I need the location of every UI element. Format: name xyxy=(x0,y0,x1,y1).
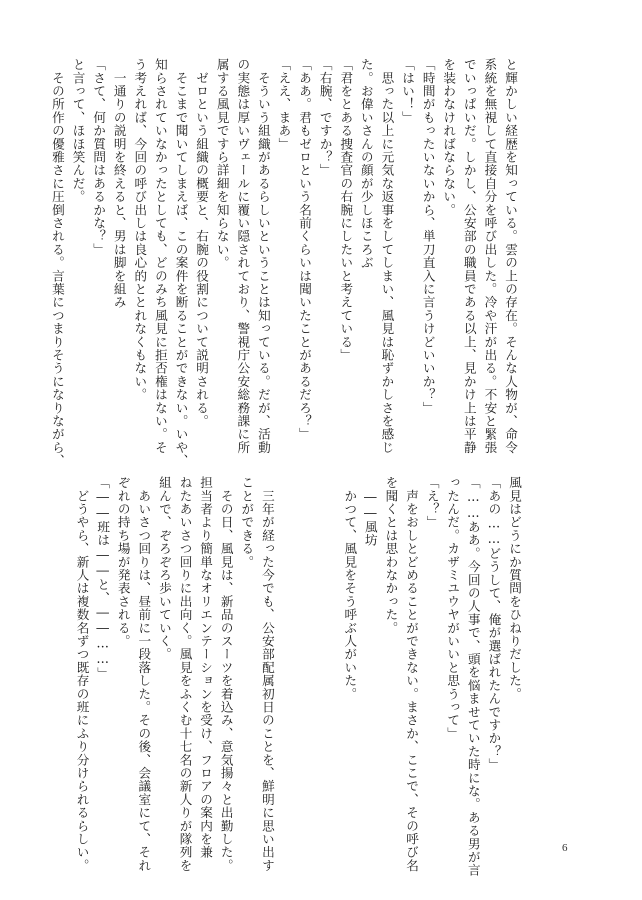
text-column: 声をおしとどめることができない。まさか、ここで、その呼び名 xyxy=(404,476,420,872)
text-column: と輝かしい経歴を知っている。雲の上の存在。そんな人物が、命令 xyxy=(503,58,518,454)
text-column: 「――班は――と、――……」 xyxy=(95,476,111,680)
text-column: を装わなければならない。 xyxy=(441,58,457,217)
page-number: 6 xyxy=(562,842,568,854)
text-column: ったんだ。カザミユウヤがいいと思うって」 xyxy=(445,476,461,740)
text-column: 「ああ。君もゼロという名前くらいは聞いたことがあるだろ？」 xyxy=(297,58,313,441)
text-column: 「右腕、ですか？」 xyxy=(317,58,333,177)
text-column: 「え？」 xyxy=(424,476,440,529)
text-column: 思った以上に元気な返事をしてしまい、風見は恥ずかしさを感じ xyxy=(379,58,395,454)
text-column: 「君をとある捜査官の右腕にしたいと考えている」 xyxy=(338,58,354,362)
text-column: 「……ああ。今回の人事で、頭を悩ませていた時にな。ある男が言 xyxy=(465,476,481,877)
text-column: 担当者より簡単なオリエンテーションを受け、フロアの案内を兼 xyxy=(198,476,214,859)
text-column: 「はい！」 xyxy=(400,58,416,124)
lower-text-block xyxy=(74,476,524,877)
upper-text-block xyxy=(49,58,520,468)
text-column: 知らされていなかったとしても、どのみち風見に拒否権はない。そ xyxy=(152,58,168,454)
text-column: 風見はどうにか質問をひねりだした。 xyxy=(507,476,522,701)
text-column: どうやら、新人は複数名ずつ既存の班にふり分けられるらしい。 xyxy=(74,476,90,872)
text-column: 「さて、何か質問はあるかな？」 xyxy=(91,58,107,256)
text-column: 一通りの説明を終えると、男は脚を組み xyxy=(111,58,127,309)
text-column: を聞くとは思わなかった。 xyxy=(383,476,399,635)
text-column: 「時間がもったいないから、単刀直入に言うけどいいか？」 xyxy=(420,58,436,415)
text-column: ねたあいさつ回りに出向く。風見をふくむ十七名の新人りが隊列を xyxy=(177,476,193,872)
text-column: 系統を無視して直接自分を呼び出した。冷や汗が出る。不安と緊張 xyxy=(482,58,498,454)
text-column: その所作の優雅さに圧倒される。言葉につまりそうになりながら、 xyxy=(49,58,65,468)
text-column: ぞれの持ち場が発表される。 xyxy=(115,476,131,648)
text-column xyxy=(277,476,298,826)
text-column: あいさつ回りは、昼前に一段落した。その後、会議室にて、それ xyxy=(136,476,152,872)
text-column: の実態は厚いヴェールに覆い隠されており、警視庁公安総務課に所 xyxy=(235,58,251,454)
text-column: う考えれば、今回の呼び出しは良心的ととれなくもない。 xyxy=(132,58,148,402)
text-column: ――風坊 xyxy=(362,476,378,547)
text-column: そこまで聞いてしまえば、この案件を断ることができない。いや、 xyxy=(173,58,189,468)
text-column: と言って、ほほ笑んだ。 xyxy=(70,58,86,204)
text-column: でいっぱいだ。しかし、公安部の職員である以上、見かけ上は平静 xyxy=(461,58,477,454)
text-column xyxy=(297,476,318,826)
text-column: かつて、風見をそう呼ぶ人がいた。 xyxy=(342,476,358,701)
text-column: た。お偉いさんの顔が少しほころぶ xyxy=(358,58,374,270)
text-column: ことができる。 xyxy=(239,476,255,569)
text-column: そういう組織があるらしいということは知っている。だが、活動 xyxy=(255,58,271,454)
text-column: 三年が経った今でも、公安部配属初日のことを、鮮明に思い出す xyxy=(259,476,275,872)
text-column: その日、風見は、新品のスーツを着込み、意気揚々と出勤した。 xyxy=(218,476,234,872)
text-column: 組んで、ぞろぞろ歩いていく。 xyxy=(156,476,172,661)
text-column: 属する風見ですら詳細を知らない。 xyxy=(214,58,230,270)
text-column xyxy=(318,476,339,826)
text-column: ゼロという組織の概要と、右腕の役割について説明される。 xyxy=(194,58,210,428)
text-column: 「ええ、まあ」 xyxy=(276,58,292,151)
text-column: 「あの……どうして、俺が選ばれたんですか？」 xyxy=(486,476,502,772)
